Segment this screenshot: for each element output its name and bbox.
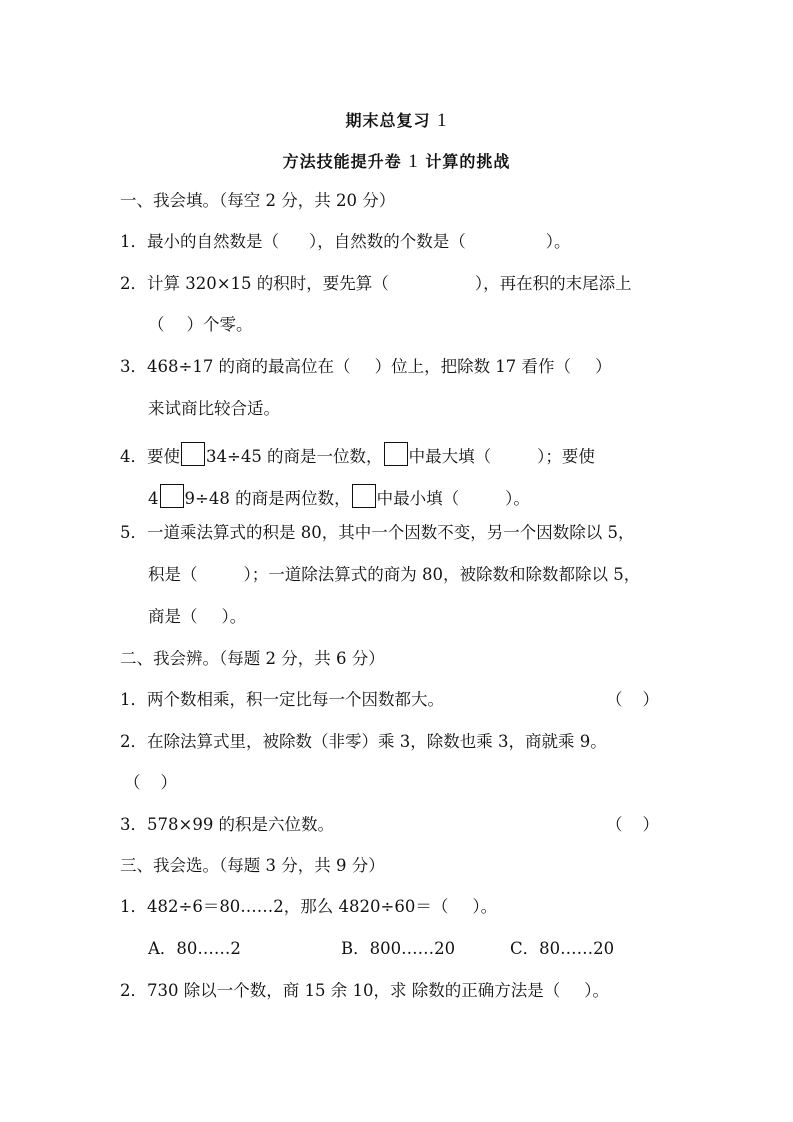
- q-text: ），自然数的个数是（: [309, 232, 466, 251]
- s1-question-2-cont: [148, 314, 253, 336]
- digit-box[interactable]: [181, 442, 205, 466]
- q-text: ）位上，把除数 17 看作（: [374, 357, 572, 376]
- section-3-heading: 三、我会选。（每题 3 分，共 9 分）: [120, 856, 385, 875]
- digit-box[interactable]: [160, 484, 184, 508]
- q-text: ）；一道除法算式的商为 80，被除数和除数都除以 5，: [243, 565, 641, 584]
- page-subtitle: [0, 149, 793, 173]
- s1-question-1: [120, 231, 571, 253]
- q-text: （: [148, 315, 165, 334]
- s1-question-3: [120, 356, 612, 378]
- s1-question-5: 5．一道乘法算式的积是 80，其中一个因数不变，另一个因数除以 5，: [120, 523, 635, 542]
- q-text: ）。: [505, 489, 530, 508]
- q-text: 中最小填（: [376, 489, 460, 508]
- digit-box: [352, 484, 376, 508]
- q-text: 1．最小的自然数是（: [120, 232, 279, 251]
- q-text: ）。: [221, 607, 247, 626]
- q-text: ）。: [584, 981, 609, 1000]
- section-1-heading: 一、我会填。（每空 2 分，共 20 分）: [120, 191, 396, 210]
- s2-question-3: 3．578×99 的积是六位数。: [120, 815, 335, 834]
- q-text: 1．482÷6＝80……2，那么 4820÷60＝（: [120, 897, 449, 916]
- q-text: 商是（: [148, 607, 198, 626]
- q-text: 34÷45 的商是一位数，: [206, 447, 383, 466]
- q-text: 3．468÷17 的商的最高位在（: [120, 357, 351, 376]
- page-title: [0, 108, 793, 132]
- section-2-heading: 二、我会辨。（每题 2 分，共 6 分）: [120, 649, 385, 668]
- paren: ）: [160, 773, 177, 792]
- s1-question-5-cont2: [148, 606, 246, 628]
- s2-question-1: 1．两个数相乘，积一定比每一个因数都大。: [120, 690, 444, 709]
- q-text: 9÷48 的商是两位数，: [184, 489, 351, 508]
- s1-question-2: [120, 273, 632, 295]
- q-text: ）。: [545, 232, 571, 251]
- digit-box: [384, 442, 408, 466]
- q-text: 中最大填（: [408, 447, 492, 466]
- q-text: 积是（: [148, 565, 198, 584]
- s1-question-4-cont: [148, 484, 530, 510]
- paren: （: [606, 815, 623, 834]
- q-text: 2．730 除以一个数，商 15 余 10，求 除数的正确方法是（: [120, 981, 561, 1000]
- judge-answer-blank[interactable]: [606, 814, 659, 836]
- q-text: ）个零。: [186, 315, 253, 334]
- title-text: 期末总复习: [345, 111, 431, 130]
- subtitle-text-a: 方法技能提升卷: [282, 152, 402, 171]
- paren: ）: [642, 690, 659, 709]
- q-text: 4．要使: [120, 447, 180, 466]
- q-text: 2．计算 320×15 的积时，要先算（: [120, 274, 389, 293]
- paren: （: [124, 773, 141, 792]
- title-number: 1: [437, 110, 448, 131]
- q-text: ）。: [472, 897, 498, 916]
- subtitle-text-b: 计算的挑战: [425, 152, 511, 171]
- paren: ）: [642, 815, 659, 834]
- s1-question-3-cont: 来试商比较合适。: [148, 399, 280, 418]
- s2-question-2: 2．在除法算式里，被除数（非零）乘 3，除数也乘 3，商就乘 9。: [120, 732, 607, 751]
- s1-question-5-cont: [148, 564, 640, 586]
- q-text: ）；要使: [537, 447, 595, 466]
- subtitle-number: 1: [408, 151, 419, 172]
- s3-question-2: [120, 980, 609, 1002]
- q-text: ），再在积的末尾添上: [474, 274, 632, 293]
- q-text: ）: [595, 357, 612, 376]
- judge-answer-blank[interactable]: [124, 772, 177, 794]
- judge-answer-blank[interactable]: [606, 689, 659, 711]
- q-text: 4: [148, 489, 159, 508]
- s1-question-4: [120, 442, 595, 468]
- paren: （: [606, 690, 623, 709]
- option-a[interactable]: A．80……2: [148, 939, 241, 958]
- s3-question-1: [120, 896, 497, 918]
- option-b[interactable]: B．800……20: [341, 939, 456, 958]
- option-c[interactable]: C．80……20: [510, 939, 615, 958]
